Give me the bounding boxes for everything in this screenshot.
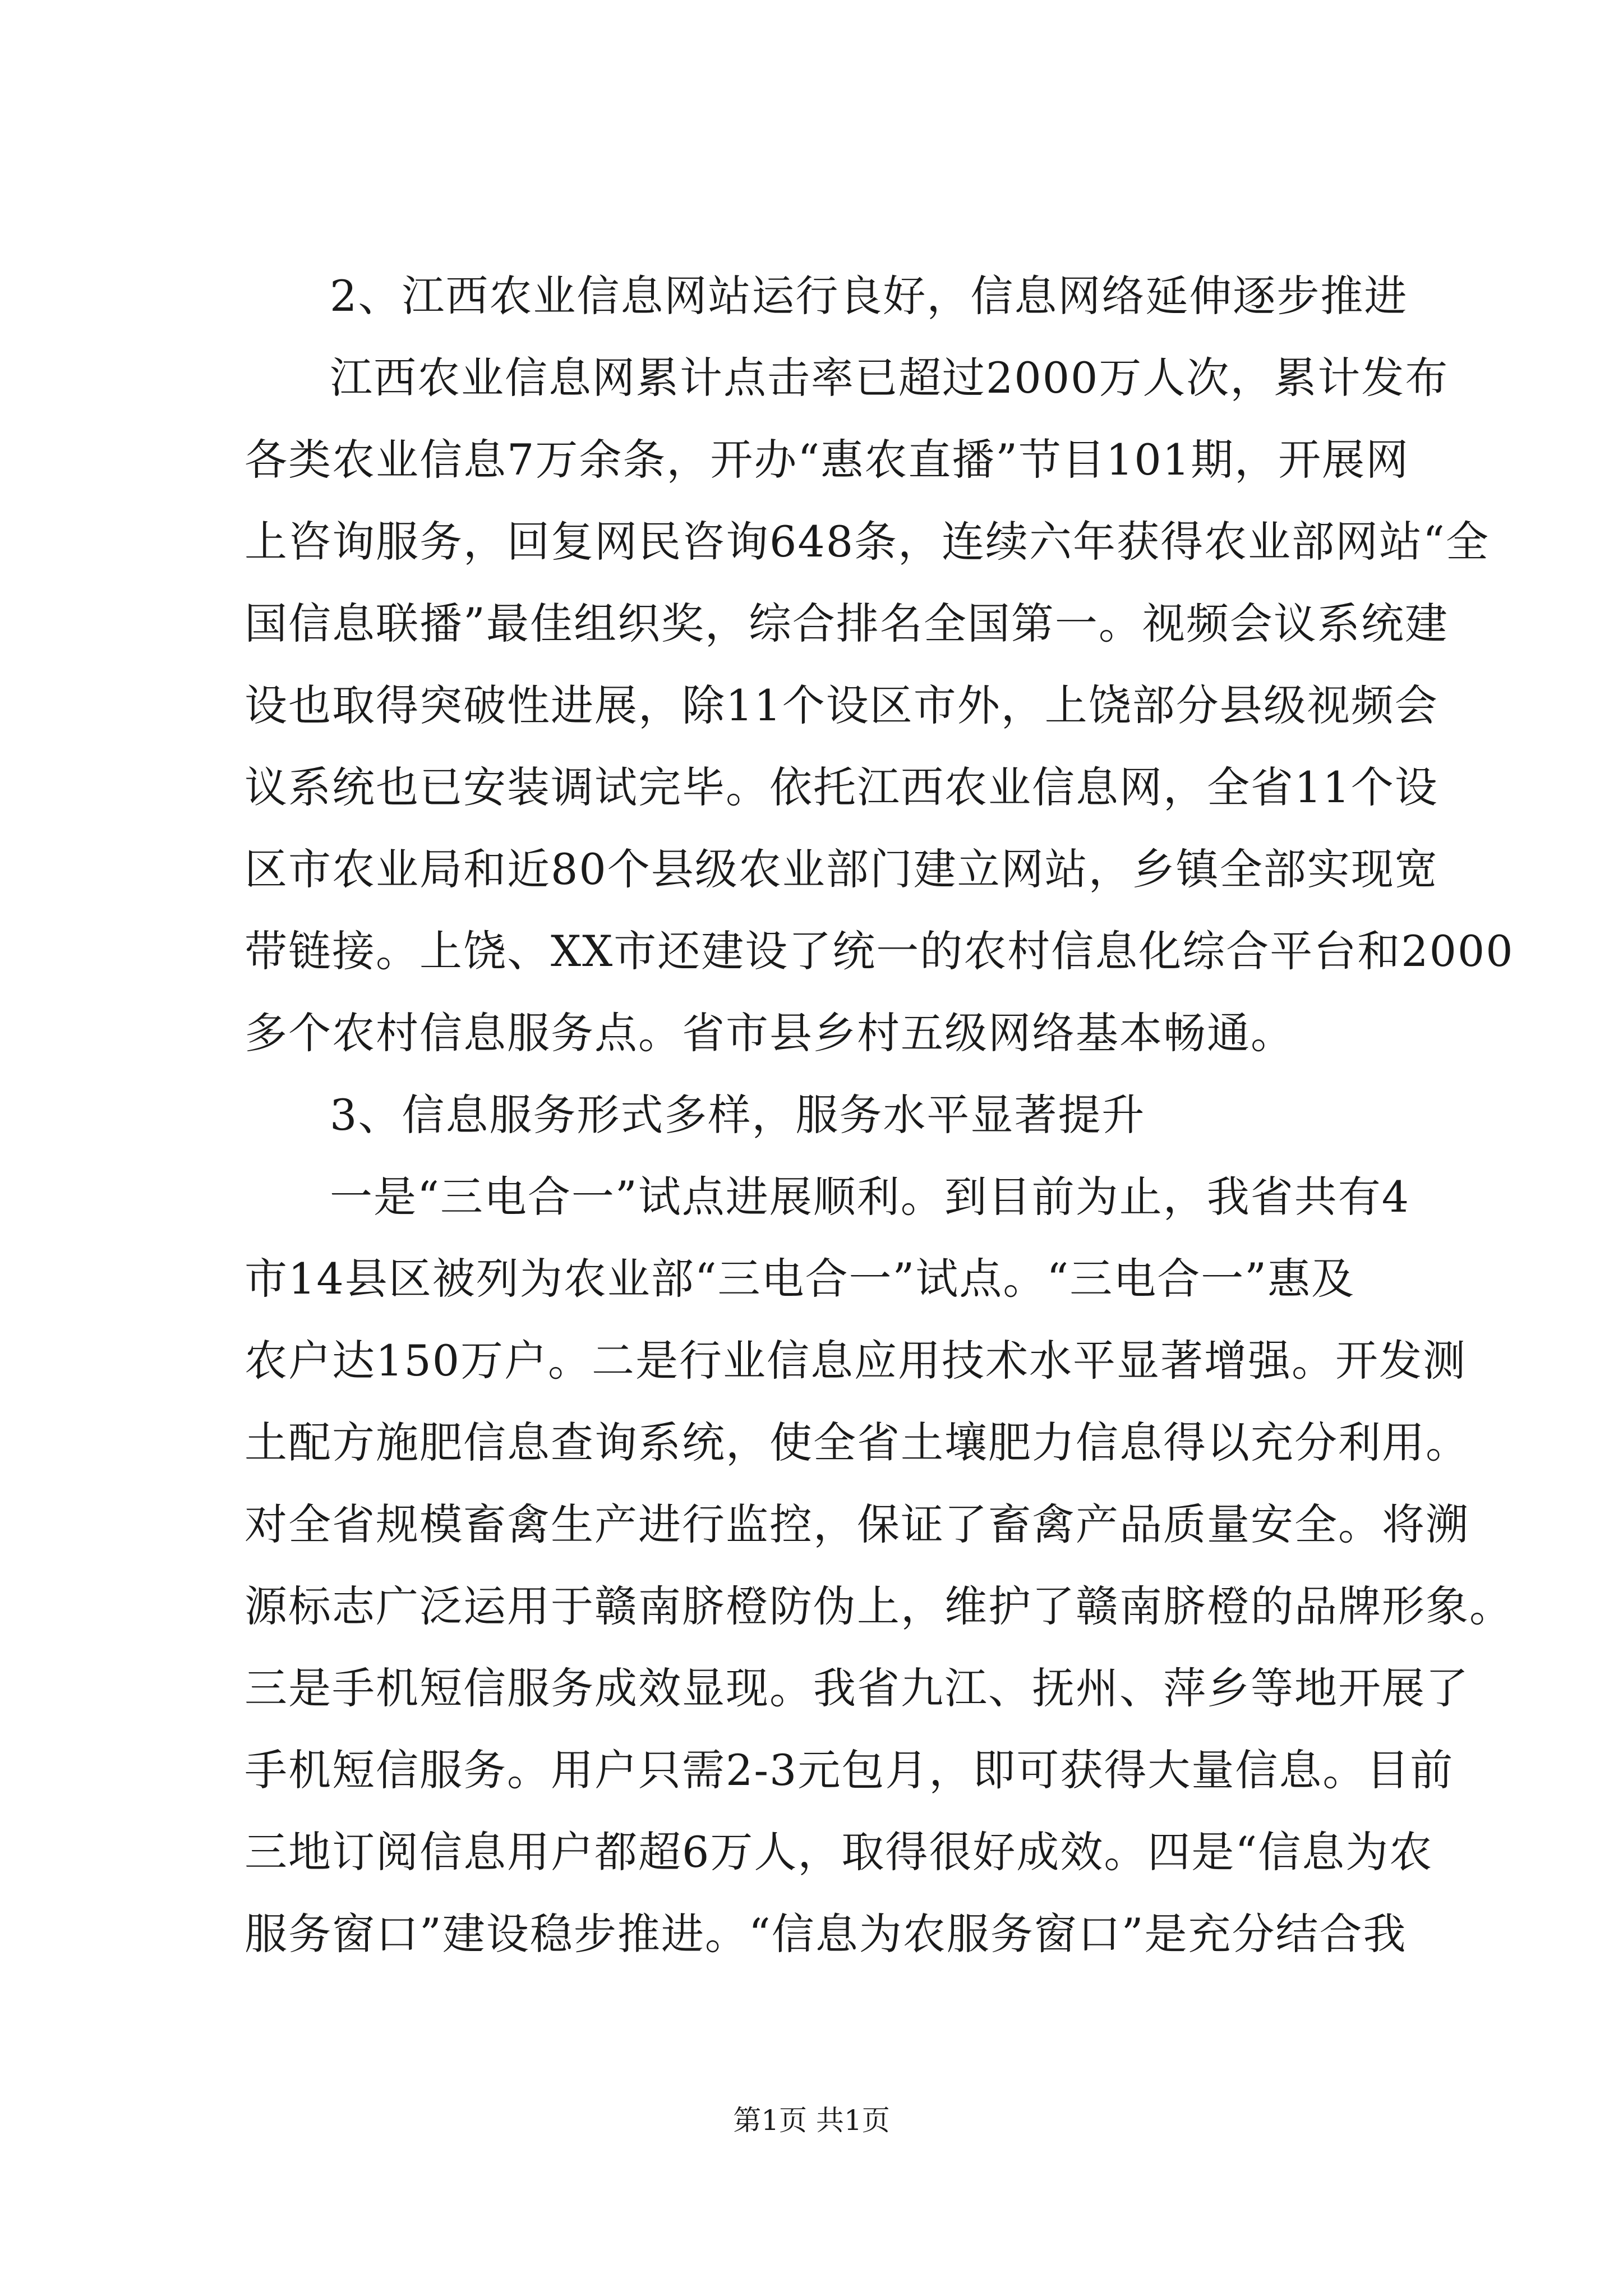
text-line: 土配方施肥信息查询系统，使全省土壤肥力信息得以充分利用。 — [245, 1418, 1469, 1467]
text-line: 一是“三电合一”试点进展顺利。到目前为止，我省共有4 — [330, 1172, 1410, 1222]
text-line: 对全省规模畜禽生产进行监控，保证了畜禽产品质量安全。将溯 — [245, 1499, 1469, 1549]
text-line: 各类农业信息7万余条，开办“惠农直播”节目101期，开展网 — [245, 435, 1410, 485]
text-line: 多个农村信息服务点。省市县乡村五级网络基本畅通。 — [245, 1008, 1294, 1058]
section-heading: 2、江西农业信息网站运行良好，信息网络延伸逐步推进 — [330, 271, 1408, 321]
text-line: 市14县区被列为农业部“三电合一”试点。“三电合一”惠及 — [245, 1254, 1355, 1304]
text-line: 三是手机短信服务成效显现。我省九江、抚州、萍乡等地开展了 — [245, 1663, 1469, 1713]
text-line: 手机短信服务。用户只需2-3元包月，即可获得大量信息。目前 — [245, 1745, 1454, 1795]
document-body — [245, 255, 1514, 1975]
page-footer: 第1页 共1页 — [733, 2104, 890, 2137]
text-line: 服务窗口”建设稳步推进。“信息为农服务窗口”是充分结合我 — [245, 1909, 1407, 1959]
paragraph — [245, 337, 1514, 1074]
text-line: 国信息联播”最佳组织奖，综合排名全国第一。视频会议系统建 — [245, 599, 1449, 648]
text-line: 江西农业信息网累计点击率已超过2000万人次，累计发布 — [330, 353, 1449, 403]
text-line: 设也取得突破性进展，除11个设区市外，上饶部分县级视频会 — [245, 680, 1438, 730]
text-line: 农户达150万户。二是行业信息应用技术水平显著增强。开发测 — [245, 1336, 1467, 1386]
text-line: 源标志广泛运用于赣南脐橙防伪上，维护了赣南脐橙的品牌形象。 — [245, 1581, 1513, 1631]
section-heading: 3、信息服务形式多样，服务水平显著提升 — [330, 1090, 1146, 1140]
text-line: 上咨询服务，回复网民咨询648条，连续六年获得农业部网站“全 — [245, 517, 1490, 567]
text-line: 区市农业局和近80个县级农业部门建立网站，乡镇全部实现宽 — [245, 844, 1438, 894]
paragraph — [245, 1156, 1513, 1975]
text-line: 议系统也已安装调试完毕。依托江西农业信息网，全省11个设 — [245, 762, 1438, 812]
text-line: 带链接。上饶、XX市还建设了统一的农村信息化综合平台和2000 — [245, 926, 1514, 976]
text-line: 三地订阅信息用户都超6万人，取得很好成效。四是“信息为农 — [245, 1827, 1433, 1877]
